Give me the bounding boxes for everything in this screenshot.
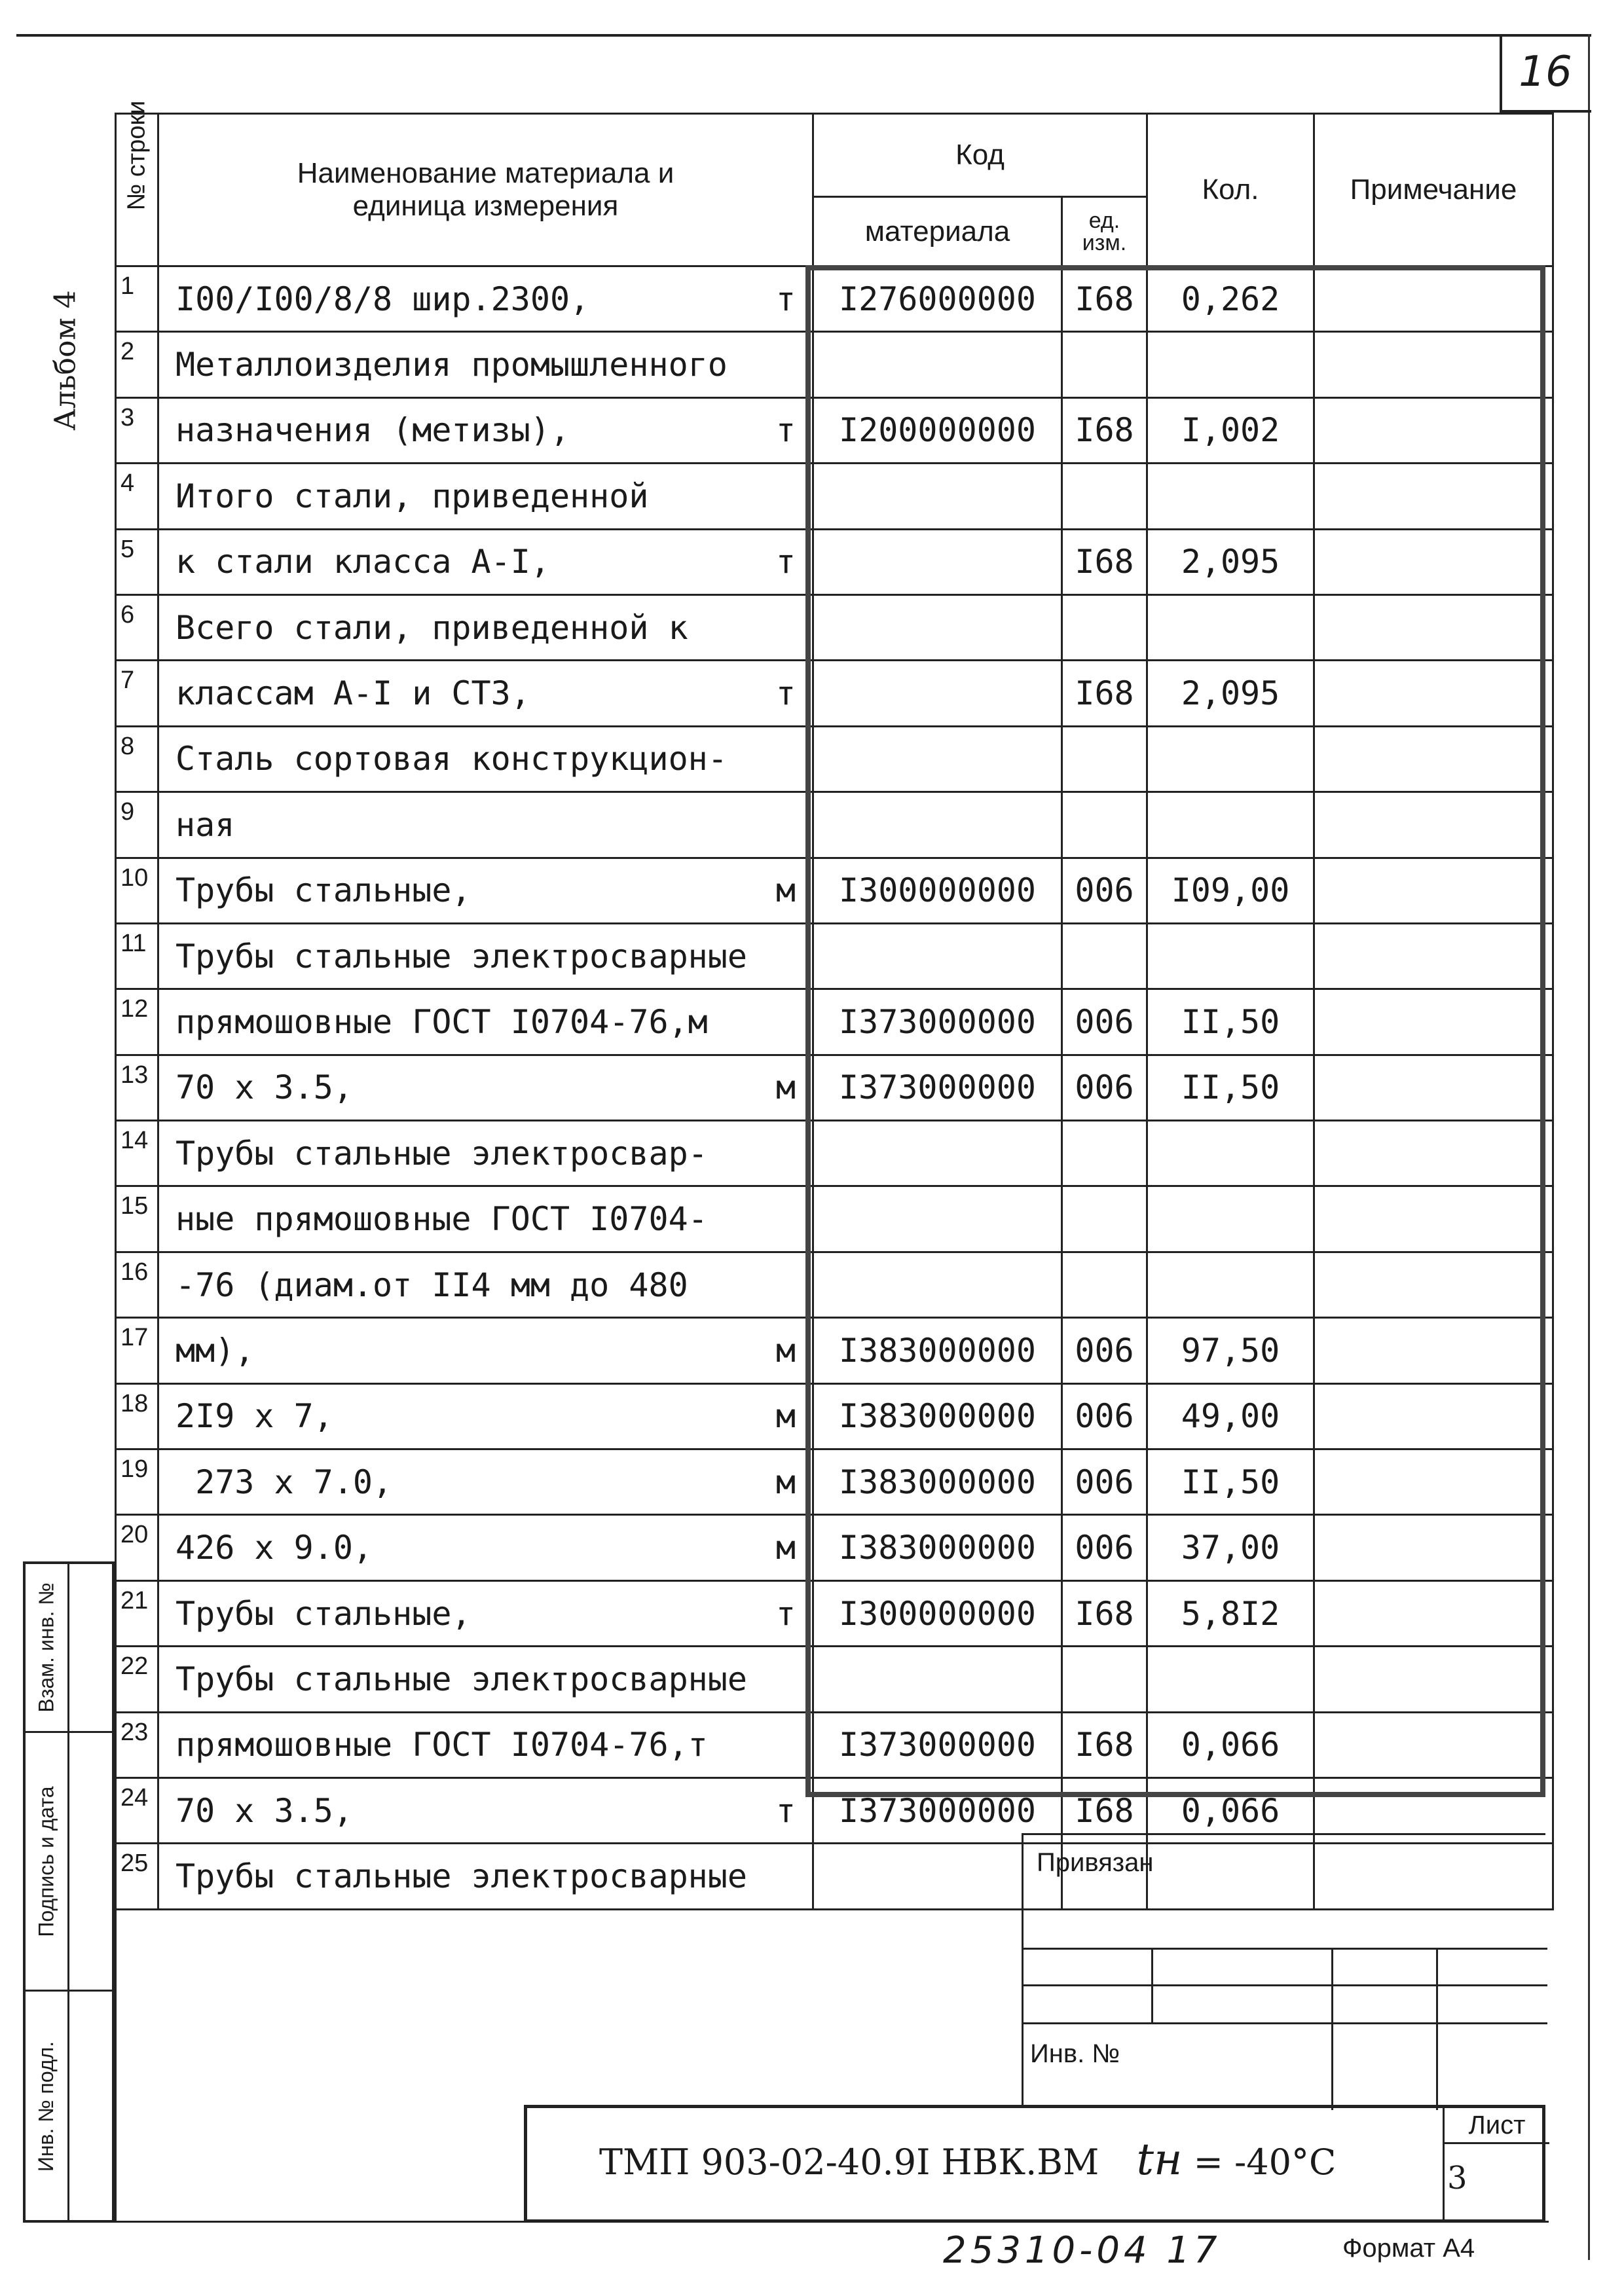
side-label-inv: Инв. № подл. — [34, 2041, 58, 2172]
row-number: 7 — [116, 661, 158, 726]
header-note: Примечание — [1314, 114, 1553, 266]
row-note — [1314, 858, 1553, 923]
row-name-text: назначения (метизы), — [175, 411, 570, 450]
row-name — [158, 1647, 813, 1712]
table-row — [116, 1252, 1553, 1317]
temperature-value: = -40°С — [1193, 2141, 1337, 2183]
row-name — [158, 1055, 813, 1120]
row-number: 23 — [116, 1712, 158, 1777]
row-unit-code: I68 — [1062, 397, 1147, 463]
row-name — [158, 464, 813, 529]
sheet-value: 3 — [1443, 2142, 1552, 2223]
row-unit-abbr: т — [775, 411, 796, 450]
row-number: 2 — [116, 332, 158, 397]
row-unit-abbr: м — [775, 1397, 796, 1436]
row-number: 1 — [116, 266, 158, 332]
row-material-code — [813, 1121, 1062, 1186]
row-quantity — [1147, 1252, 1314, 1317]
row-unit-abbr: т — [775, 280, 796, 318]
row-quantity — [1147, 792, 1314, 858]
row-name-text: Трубы стальные, — [175, 871, 471, 910]
table-row — [116, 529, 1553, 594]
row-material-code — [813, 792, 1062, 858]
row-material-code — [813, 726, 1062, 792]
row-unit-code — [1062, 464, 1147, 529]
row-quantity — [1147, 923, 1314, 989]
row-name-text: Трубы стальные электросварные — [175, 937, 747, 975]
row-material-code: I276000000 — [813, 266, 1062, 332]
specification-table — [115, 100, 1554, 1910]
row-quantity — [1147, 464, 1314, 529]
row-name-text: 2I9 х 7, — [175, 1397, 333, 1436]
row-quantity: 0,066 — [1147, 1777, 1314, 1843]
row-unit-code — [1062, 792, 1147, 858]
row-unit-code: 006 — [1062, 1449, 1147, 1515]
row-name — [158, 989, 813, 1055]
row-unit-code — [1062, 1186, 1147, 1252]
header-code-material: материала — [813, 197, 1062, 266]
row-quantity: 5,8I2 — [1147, 1580, 1314, 1646]
side-label-podpis: Подпись и дата — [34, 1785, 58, 1937]
row-name-text: Итого стали, приведенной — [175, 477, 649, 515]
row-quantity: 97,50 — [1147, 1318, 1314, 1383]
row-number: 11 — [116, 923, 158, 989]
row-material-code: I383000000 — [813, 1318, 1062, 1383]
row-quantity: II,50 — [1147, 989, 1314, 1055]
table-row — [116, 1186, 1553, 1252]
format-label: Формат А4 — [1342, 2234, 1475, 2263]
row-note — [1314, 1318, 1553, 1383]
row-name-text: 70 х 3.5, — [175, 1791, 353, 1830]
row-material-code: I383000000 — [813, 1383, 1062, 1449]
row-number: 3 — [116, 397, 158, 463]
row-name — [158, 397, 813, 463]
row-name-text: Трубы стальные электросварные — [175, 1660, 747, 1698]
row-name-text: Трубы стальные, — [175, 1594, 471, 1633]
row-note — [1314, 1515, 1553, 1580]
row-name — [158, 923, 813, 989]
side-stamp-column — [23, 1561, 115, 2223]
row-number: 25 — [116, 1844, 158, 1909]
header-code: Код — [813, 114, 1147, 197]
row-note — [1314, 726, 1553, 792]
row-note — [1314, 1121, 1553, 1186]
bottom-handwritten-code: 25310-04 17 — [943, 2229, 1221, 2272]
row-quantity: II,50 — [1147, 1055, 1314, 1120]
table-row — [116, 1515, 1553, 1580]
table-row — [116, 792, 1553, 858]
temperature-label: tн — [1136, 2134, 1183, 2185]
row-name — [158, 529, 813, 594]
table-row — [116, 661, 1553, 726]
row-number: 20 — [116, 1515, 158, 1580]
table-row — [116, 1580, 1553, 1646]
row-number: 4 — [116, 464, 158, 529]
row-unit-code — [1062, 923, 1147, 989]
privyazan-line — [1024, 1948, 1547, 1950]
row-unit-code: 006 — [1062, 858, 1147, 923]
row-number: 21 — [116, 1580, 158, 1646]
row-number: 22 — [116, 1647, 158, 1712]
row-unit-abbr: м — [775, 1331, 796, 1370]
row-note — [1314, 1055, 1553, 1120]
row-unit-abbr: т — [775, 674, 796, 713]
row-name — [158, 1383, 813, 1449]
row-unit-code: 006 — [1062, 1318, 1147, 1383]
row-quantity — [1147, 1121, 1314, 1186]
row-note — [1314, 332, 1553, 397]
row-unit-abbr: т — [775, 1791, 796, 1830]
album-label: Альбом 4 — [48, 289, 83, 431]
row-unit-code: I68 — [1062, 1712, 1147, 1777]
row-name-text: Металлоизделия промышленного — [175, 346, 728, 384]
row-name — [158, 1318, 813, 1383]
row-note — [1314, 1383, 1553, 1449]
privyazan-vline — [1331, 1948, 1333, 2110]
row-unit-abbr: т — [775, 543, 796, 581]
row-number: 18 — [116, 1383, 158, 1449]
row-note — [1314, 529, 1553, 594]
table-row — [116, 923, 1553, 989]
row-quantity: 49,00 — [1147, 1383, 1314, 1449]
row-name — [158, 1121, 813, 1186]
row-name-text: I00/I00/8/8 шир.2300, — [175, 280, 590, 318]
row-note — [1314, 661, 1553, 726]
row-material-code — [813, 923, 1062, 989]
table-row — [116, 1383, 1553, 1449]
row-number: 15 — [116, 1186, 158, 1252]
row-unit-code: I68 — [1062, 1777, 1147, 1843]
row-unit-code — [1062, 594, 1147, 660]
row-number: 14 — [116, 1121, 158, 1186]
row-number: 6 — [116, 594, 158, 660]
row-name-text: мм), — [175, 1331, 255, 1370]
row-name — [158, 726, 813, 792]
row-note — [1314, 266, 1553, 332]
privyazan-block — [1022, 1833, 1545, 2108]
row-note — [1314, 594, 1553, 660]
row-number: 9 — [116, 792, 158, 858]
header-name-line2: единица измерения — [352, 190, 619, 222]
row-quantity — [1147, 726, 1314, 792]
row-unit-code: I68 — [1062, 266, 1147, 332]
row-unit-code: I68 — [1062, 1580, 1147, 1646]
row-material-code — [813, 464, 1062, 529]
side-stamp-divider — [67, 1564, 69, 2220]
row-material-code: I373000000 — [813, 1712, 1062, 1777]
row-name-text: 273 х 7.0, — [175, 1463, 393, 1501]
row-name — [158, 1449, 813, 1515]
header-name-line1: Наименование материала и — [297, 157, 674, 189]
document-code: ТМП 903-02-40.9I НВК.ВМ tн = -40°С — [599, 2134, 1337, 2185]
row-name — [158, 792, 813, 858]
privyazan-label: Привязан — [1037, 1848, 1154, 1877]
row-quantity: I,002 — [1147, 397, 1314, 463]
table-row — [116, 464, 1553, 529]
row-unit-code: I68 — [1062, 661, 1147, 726]
row-quantity: 0,262 — [1147, 266, 1314, 332]
row-quantity: II,50 — [1147, 1449, 1314, 1515]
row-unit-code: 006 — [1062, 1383, 1147, 1449]
table-row — [116, 1449, 1553, 1515]
header-row-no: № строки — [116, 114, 158, 266]
header-code-unit: ед. изм. — [1062, 197, 1147, 266]
table-row — [116, 594, 1553, 660]
row-unit-abbr: т — [775, 1594, 796, 1633]
page-number: 16 — [1519, 48, 1572, 96]
table-row — [116, 726, 1553, 792]
privyazan-line — [1024, 1984, 1547, 1986]
row-material-code — [813, 332, 1062, 397]
row-material-code — [813, 661, 1062, 726]
table-row — [116, 1647, 1553, 1712]
table-row — [116, 858, 1553, 923]
row-number: 17 — [116, 1318, 158, 1383]
row-number: 5 — [116, 529, 158, 594]
row-name — [158, 1712, 813, 1777]
row-name-text: -76 (диам.от II4 мм до 480 — [175, 1266, 688, 1304]
frame-top-line — [16, 34, 1591, 37]
header-name — [158, 114, 813, 266]
row-unit-code — [1062, 332, 1147, 397]
row-quantity: 2,095 — [1147, 529, 1314, 594]
row-name — [158, 1252, 813, 1317]
row-name-text: прямошовные ГОСТ I0704-76,т — [175, 1726, 708, 1764]
row-name-text: Сталь сортовая конструкцион- — [175, 740, 728, 778]
row-material-code: I373000000 — [813, 1777, 1062, 1843]
row-quantity: 2,095 — [1147, 661, 1314, 726]
table-row — [116, 397, 1553, 463]
row-quantity: 37,00 — [1147, 1515, 1314, 1580]
table-row — [116, 1712, 1553, 1777]
row-unit-code — [1062, 1252, 1147, 1317]
row-quantity — [1147, 1186, 1314, 1252]
row-material-code — [813, 1186, 1062, 1252]
row-material-code — [813, 1647, 1062, 1712]
row-number: 12 — [116, 989, 158, 1055]
row-note — [1314, 1186, 1553, 1252]
row-note — [1314, 923, 1553, 989]
row-number: 19 — [116, 1449, 158, 1515]
table-row — [116, 1055, 1553, 1120]
row-material-code: I383000000 — [813, 1515, 1062, 1580]
row-name-text: Трубы стальные электросварные — [175, 1857, 747, 1896]
row-name — [158, 1515, 813, 1580]
row-name-text: 70 х 3.5, — [175, 1068, 353, 1107]
row-note — [1314, 989, 1553, 1055]
row-name-text: ная — [175, 805, 235, 844]
row-quantity — [1147, 594, 1314, 660]
row-name — [158, 266, 813, 332]
table-row — [116, 266, 1553, 332]
row-material-code: I200000000 — [813, 397, 1062, 463]
row-note — [1314, 397, 1553, 463]
row-material-code: I300000000 — [813, 858, 1062, 923]
row-unit-abbr: м — [775, 871, 796, 910]
row-quantity: I09,00 — [1147, 858, 1314, 923]
privyazan-vline — [1151, 1948, 1153, 2022]
row-name — [158, 1186, 813, 1252]
row-name — [158, 1580, 813, 1646]
row-number: 24 — [116, 1777, 158, 1843]
row-name — [158, 332, 813, 397]
table-row — [116, 1121, 1553, 1186]
row-name-text: к стали класса А-I, — [175, 543, 550, 581]
row-quantity: 0,066 — [1147, 1712, 1314, 1777]
row-material-code — [813, 529, 1062, 594]
row-name-text: прямошовные ГОСТ I0704-76,м — [175, 1002, 708, 1041]
sheet-label: Лист — [1443, 2108, 1549, 2144]
inv-no-label: Инв. № — [1030, 2039, 1120, 2068]
row-quantity — [1147, 1647, 1314, 1712]
row-name — [158, 594, 813, 660]
row-name-text: Всего стали, приведенной к — [175, 608, 688, 647]
row-material-code: I373000000 — [813, 989, 1062, 1055]
privyazan-line — [1024, 2022, 1547, 2024]
row-name — [158, 858, 813, 923]
row-note — [1314, 1580, 1553, 1646]
header-qty: Кол. — [1147, 114, 1314, 266]
row-unit-abbr: м — [775, 1463, 796, 1501]
row-material-code — [813, 594, 1062, 660]
row-name-text: классам А-I и СТ3, — [175, 674, 530, 713]
frame-right-line — [1588, 34, 1590, 2260]
privyazan-vline — [1436, 1948, 1438, 2110]
row-material-code: I383000000 — [813, 1449, 1062, 1515]
row-note — [1314, 792, 1553, 858]
row-number: 16 — [116, 1252, 158, 1317]
row-note — [1314, 1252, 1553, 1317]
row-name-text: Трубы стальные электросвар- — [175, 1134, 708, 1173]
table-row — [116, 989, 1553, 1055]
row-quantity — [1147, 332, 1314, 397]
row-note — [1314, 1712, 1553, 1777]
row-unit-code — [1062, 726, 1147, 792]
row-name-text: 426 х 9.0, — [175, 1529, 373, 1567]
row-unit-code: 006 — [1062, 1515, 1147, 1580]
row-material-code: I300000000 — [813, 1580, 1062, 1646]
side-label-vzam: Взам. инв. № — [34, 1582, 58, 1713]
table-row — [116, 332, 1553, 397]
row-unit-code: 006 — [1062, 989, 1147, 1055]
row-material-code: I373000000 — [813, 1055, 1062, 1120]
row-unit-code: 006 — [1062, 1055, 1147, 1120]
row-unit-abbr: м — [775, 1068, 796, 1107]
row-number: 13 — [116, 1055, 158, 1120]
row-number: 10 — [116, 858, 158, 923]
row-note — [1314, 1449, 1553, 1515]
row-unit-code — [1062, 1121, 1147, 1186]
row-name — [158, 661, 813, 726]
title-block — [524, 2105, 1545, 2223]
row-number: 8 — [116, 726, 158, 792]
row-unit-abbr: м — [775, 1529, 796, 1567]
row-material-code — [813, 1252, 1062, 1317]
row-note — [1314, 1647, 1553, 1712]
row-unit-code — [1062, 1647, 1147, 1712]
row-unit-code: I68 — [1062, 529, 1147, 594]
table-row — [116, 1318, 1553, 1383]
row-note — [1314, 464, 1553, 529]
row-name-text: ные прямошовные ГОСТ I0704- — [175, 1200, 708, 1239]
